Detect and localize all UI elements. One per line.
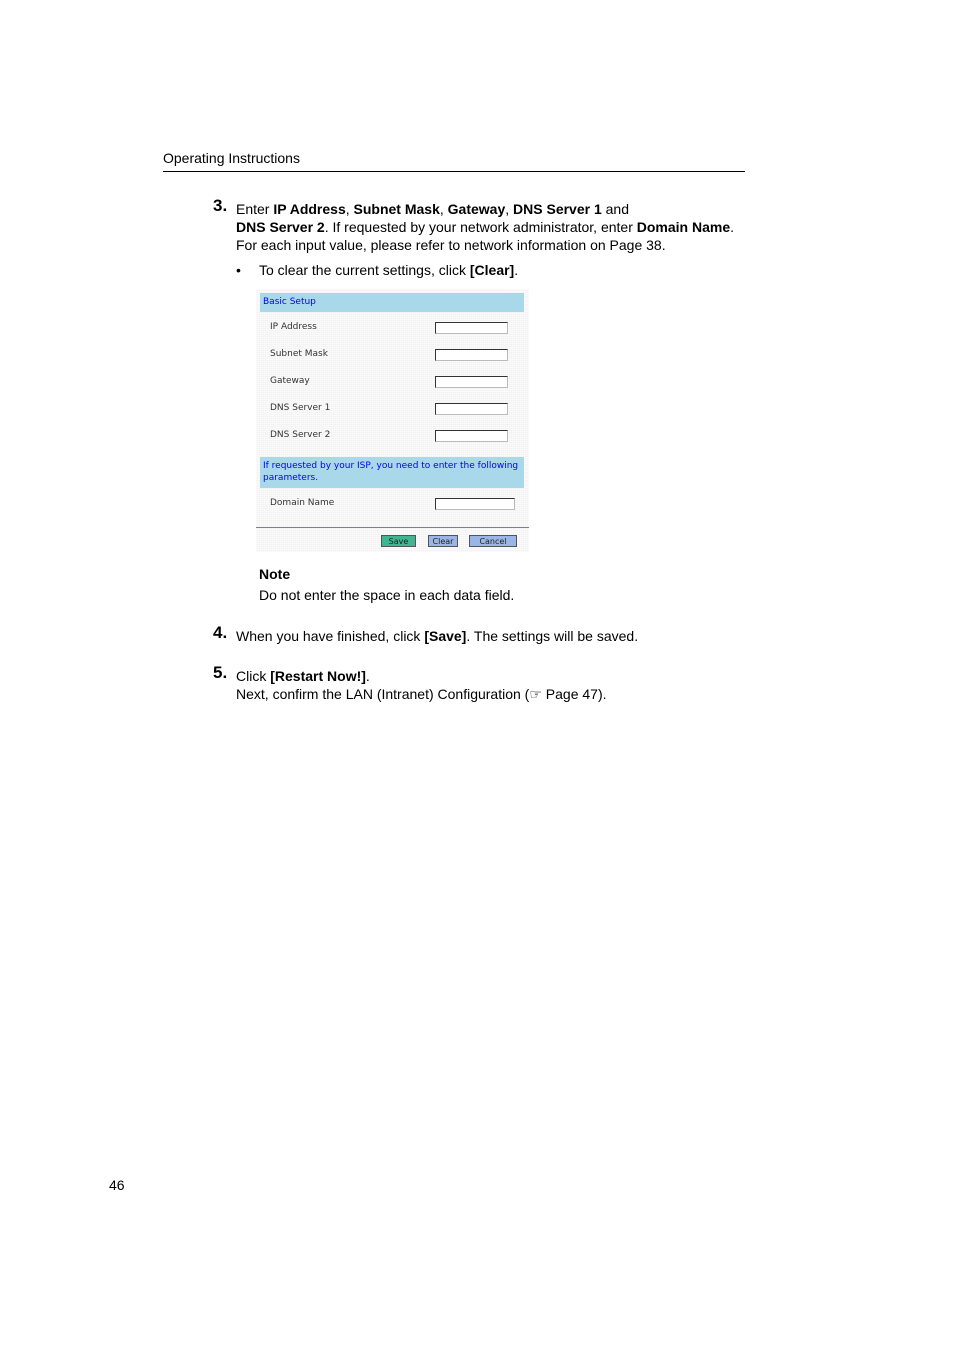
step-body bbox=[236, 200, 734, 254]
domain-name-input[interactable] bbox=[435, 498, 515, 510]
label-domain-name: Domain Name bbox=[270, 498, 335, 508]
label-gateway: Gateway bbox=[270, 376, 310, 386]
bullet-text bbox=[259, 261, 518, 279]
step-3-line-3: For each input value, please refer to network information on Page 38. bbox=[236, 237, 666, 253]
note-title: Note bbox=[259, 566, 291, 582]
term-dns-server-2: DNS Server 2 bbox=[236, 219, 325, 235]
isp-info-banner: If requested by your ISP, you need to enter the following parameters. bbox=[260, 457, 524, 488]
form-divider bbox=[256, 527, 529, 528]
cancel-button[interactable]: Cancel bbox=[469, 535, 517, 547]
term-restart-now: [Restart Now!] bbox=[270, 668, 366, 684]
text: and bbox=[601, 201, 629, 217]
term-ip-address: IP Address bbox=[273, 201, 346, 217]
text: To clear the current settings, click bbox=[259, 262, 470, 278]
term-gateway: Gateway bbox=[447, 201, 506, 217]
dns-server-1-input[interactable] bbox=[435, 403, 508, 415]
dns-server-2-input[interactable] bbox=[435, 430, 508, 442]
term-dns-server-1: DNS Server 1 bbox=[513, 201, 602, 217]
term-clear: [Clear] bbox=[469, 262, 515, 278]
text: , bbox=[505, 201, 514, 217]
label-subnet-mask: Subnet Mask bbox=[270, 349, 328, 359]
text: . The settings will be saved. bbox=[466, 628, 639, 644]
ip-address-input[interactable] bbox=[435, 322, 508, 334]
label-ip-address: IP Address bbox=[270, 322, 317, 332]
text: Enter bbox=[236, 201, 274, 217]
step-number: 5. bbox=[213, 663, 228, 682]
term-domain-name: Domain Name bbox=[636, 219, 731, 235]
form-title: Basic Setup bbox=[260, 293, 524, 312]
step-number: 3. bbox=[213, 196, 228, 215]
text: , bbox=[345, 201, 354, 217]
step-number: 4. bbox=[213, 623, 228, 642]
step-5-line-2: Next, confirm the LAN (Intranet) Configuration (☞ Page 47). bbox=[236, 686, 607, 702]
bullet-dot: • bbox=[236, 262, 241, 278]
label-dns-server-1: DNS Server 1 bbox=[270, 403, 331, 413]
text: . bbox=[514, 262, 519, 278]
step-3-line-1 bbox=[236, 200, 734, 218]
text: . bbox=[365, 668, 370, 684]
step-4-line-1 bbox=[236, 627, 638, 645]
text: , bbox=[439, 201, 448, 217]
term-save: [Save] bbox=[424, 628, 467, 644]
save-button[interactable]: Save bbox=[381, 535, 416, 547]
term-subnet-mask: Subnet Mask bbox=[353, 201, 440, 217]
text: Click bbox=[236, 668, 271, 684]
text: . bbox=[730, 219, 735, 235]
page-number: 46 bbox=[109, 1177, 125, 1193]
subnet-mask-input[interactable] bbox=[435, 349, 508, 361]
text: . If requested by your network administrator, enter bbox=[324, 219, 637, 235]
label-dns-server-2: DNS Server 2 bbox=[270, 430, 331, 440]
step-body bbox=[236, 667, 607, 703]
gateway-input[interactable] bbox=[435, 376, 508, 388]
text: When you have finished, click bbox=[236, 628, 425, 644]
basic-setup-screenshot bbox=[256, 289, 529, 552]
note-body: Do not enter the space in each data field. bbox=[259, 587, 515, 603]
clear-button[interactable]: Clear bbox=[428, 535, 458, 547]
step-body bbox=[236, 627, 638, 645]
step-3-line-2 bbox=[236, 218, 734, 236]
step-5-line-1 bbox=[236, 667, 607, 685]
running-header: Operating Instructions bbox=[163, 150, 745, 172]
